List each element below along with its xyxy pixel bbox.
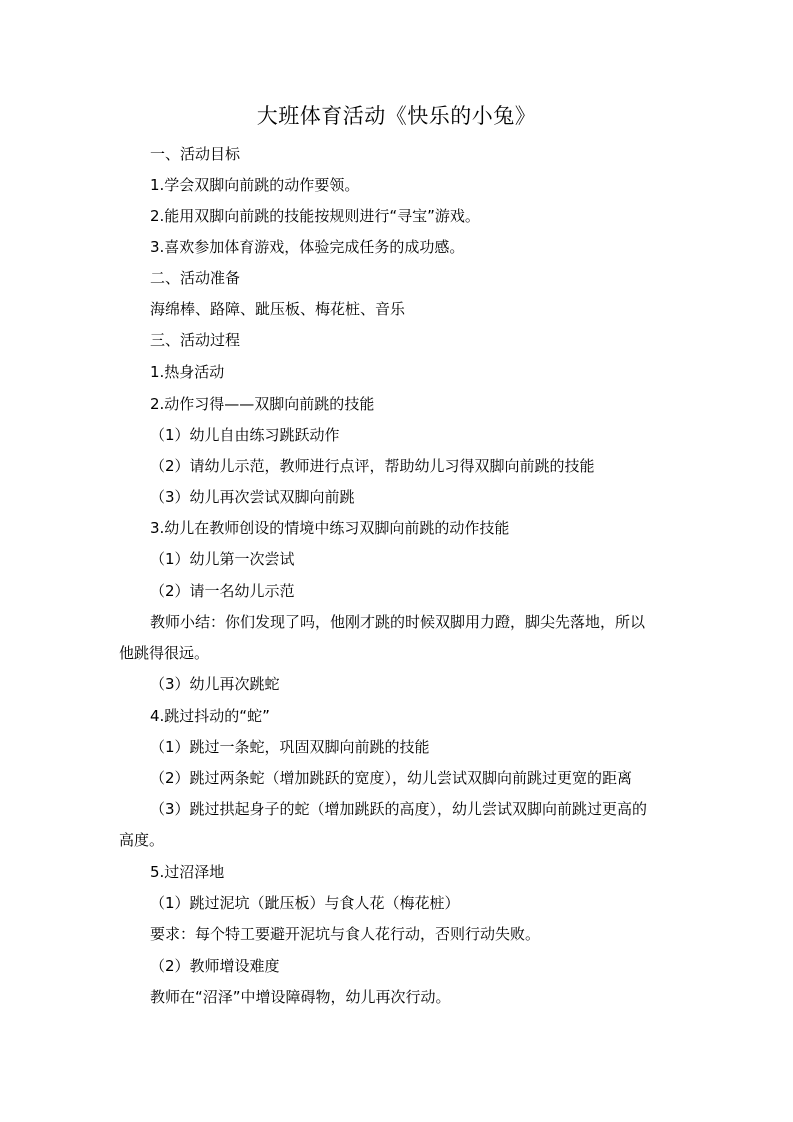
process-step-2: 2.动作习得——双脚向前跳的技能: [150, 395, 375, 413]
teacher-summary: 教师小结：你们发现了吗，他刚才跳的时候双脚用力蹬，脚尖先落地，所以: [150, 613, 646, 631]
process-substep: （1）幼儿第一次尝试: [150, 550, 295, 568]
process-substep: （3）幼儿再次尝试双脚向前跳: [150, 488, 355, 506]
process-substep: （2）请一名幼儿示范: [150, 582, 295, 600]
process-substep-continued: 高度。: [119, 831, 165, 849]
document-title: 大班体育活动《快乐的小兔》: [256, 104, 537, 128]
process-step-4: 4.跳过抖动的“蛇”: [150, 707, 270, 725]
process-substep: （2）教师增设难度: [150, 957, 280, 975]
process-step-5: 5.过沼泽地: [150, 863, 225, 881]
process-substep: （1）幼儿自由练习跳跃动作: [150, 426, 340, 444]
process-substep: （2）跳过两条蛇（增加跳跃的宽度），幼儿尝试双脚向前跳过更宽的距离: [150, 769, 633, 787]
process-substep: （3）幼儿再次跳蛇: [150, 675, 280, 693]
process-substep: （2）请幼儿示范，教师进行点评，帮助幼儿习得双脚向前跳的技能: [150, 457, 595, 475]
teacher-summary-continued: 他跳得很远。: [119, 644, 210, 662]
section-heading-preparation: 二、活动准备: [150, 269, 241, 287]
requirement-text: 要求：每个特工要避开泥坑与食人花行动，否则行动失败。: [150, 925, 541, 943]
process-substep: （3）跳过拱起身子的蛇（增加跳跃的高度），幼儿尝试双脚向前跳过更高的: [150, 800, 648, 818]
section-heading-process: 三、活动过程: [150, 331, 241, 349]
goal-item-2: 2.能用双脚向前跳的技能按规则进行“寻宝”游戏。: [150, 207, 480, 225]
section-heading-goals: 一、活动目标: [150, 145, 241, 163]
goal-item-1: 1.学会双脚向前跳的动作要领。: [150, 176, 360, 194]
goal-item-3: 3.喜欢参加体育游戏，体验完成任务的成功感。: [150, 238, 465, 256]
process-step-1: 1.热身活动: [150, 363, 225, 381]
process-step-3: 3.幼儿在教师创设的情境中练习双脚向前跳的动作技能: [150, 519, 510, 537]
process-substep: （1）跳过泥坑（跐压板）与食人花（梅花桩）: [150, 894, 460, 912]
process-substep: （1）跳过一条蛇，巩固双脚向前跳的技能: [150, 738, 430, 756]
preparation-materials: 海绵棒、路障、跐压板、梅花桩、音乐: [150, 300, 406, 318]
final-instruction: 教师在“沼泽”中增设障碍物，幼儿再次行动。: [150, 988, 451, 1006]
